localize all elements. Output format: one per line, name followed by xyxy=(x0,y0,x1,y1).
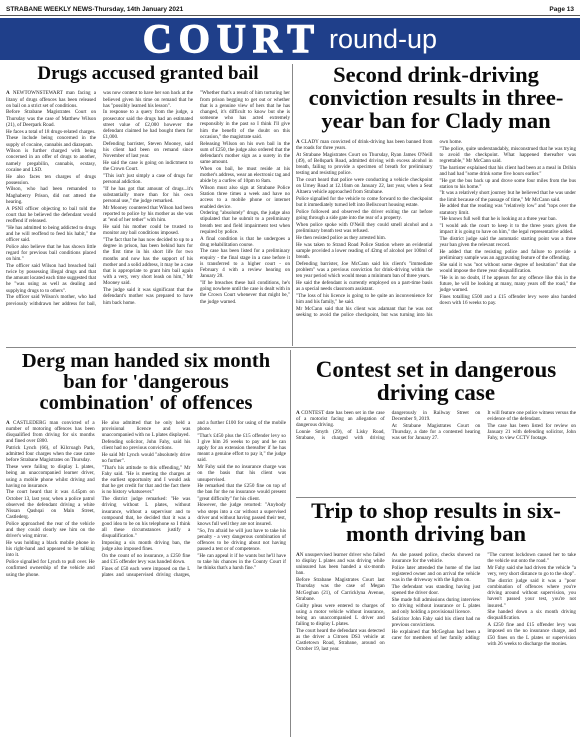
story-paragraph: "The police, quite understandably, misconstrued that he was trying to avoid the checkpoint. What happened thereafter was regrettable," Mr McCann said. xyxy=(439,145,576,164)
story-contest-date xyxy=(296,358,576,494)
story-paragraph: He also faces ten charges of drugs possession. xyxy=(6,173,96,186)
story-headline: Trip to shop results in six-month driving ban xyxy=(311,500,561,546)
story-paragraph: Defending solicitor, John Fahy, said his client had no previous convictions. xyxy=(101,438,191,452)
story-paragraph: He explained that McGeghan had been a carer for members of her family adding: "The current lockdown caused her to take the vehicle out onto the road." xyxy=(391,551,576,642)
story-paragraph: The district judge said it was a "poor combination of offences where you're driving around without supervision, you haven't passed your test, you're not insured." xyxy=(487,577,576,609)
story-body xyxy=(296,139,576,336)
section-divider xyxy=(6,347,576,348)
story-paragraph: Police later attended the home of the last registered owner and on arrival the vehicle was in the driveway with the lights on. xyxy=(391,564,481,584)
story-paragraph: A final condition is that he undergoes a drug rehabilitation course. xyxy=(200,235,290,248)
page-header xyxy=(0,0,580,16)
story-paragraph: Wilson is further charged with being concerned in an offer of drugs to another, namely pregabilin, cannabis, ecstasy, cocaine and LSD. xyxy=(6,148,96,173)
story-paragraph: "That's his attitude to this offending," Mr Fahy said. "He is meeting the charges at the earliest opportunity and I would ask that he get credit for that and the fact there is no history whatsoever." xyxy=(101,464,191,496)
story-paragraph: Releasing Wilson on his own bail in the sum of £250, the judge also ordered that the defendant's mother sign as a surety in the same amount. xyxy=(200,140,290,166)
story-paragraph: The officer said Wilson's mother, who had previously withdrawn her address for bail, was now content to have her son back at the believed given his time on remand that he has "possibly learned his lesson". xyxy=(6,90,193,307)
story-paragraph: He said his mother could be trusted to monitor any bail conditions imposed. xyxy=(103,224,193,237)
story-trip-to-shop xyxy=(296,500,576,737)
story-paragraph: When on bail, he must reside at his mother's address, wear an electronic tag and abide by a curfew of 10pm to 8am. xyxy=(200,165,290,185)
story-paragraph: Wilson must also sign at Strabane Police Station three times a week and have no access to a mobile phone or internet enabled device. xyxy=(200,184,290,210)
story-paragraph: However, the judge retorted: "Anybody who steps into a car without a supervised driver and without having passed their test, knows full well they are not insured. xyxy=(197,502,286,527)
publication-dateline: STRABANE WEEKLY NEWS-Thursday, 14th January 2021 xyxy=(6,6,184,13)
story-headline: Derg man handed six month ban for 'dangerous combination' of offences xyxy=(21,351,271,414)
story-body xyxy=(6,420,286,728)
story-paragraph: Before Strabane Magistrates Court on Thursday was the case of Matthew Wilson (21), of Deerpark Road. xyxy=(6,109,96,128)
story-drugs-bail xyxy=(6,64,290,344)
story-paragraph: Guilty pleas were entered to charges of using a motor vehicle without insurance, being an unaccompanied L driver and failing to display L plates. xyxy=(296,602,385,628)
story-paragraph: As she passed police, checks showed no insurance for the vehicle. xyxy=(391,551,481,565)
story-body xyxy=(296,410,576,488)
story-paragraph: "Whether that's a result of him torturing her from prison begging to get out or whether that is a genuine view of hers that he has changed, it's difficult to know but she is someone who has acted extremely responsibly in the past so I think I'll give him the benefit of the doubt on this occasion," the magistrate said. xyxy=(200,90,290,140)
page-number: Page 13 xyxy=(549,6,574,13)
story-paragraph: "It was a relatively short journey but he believed that he was under the limit because of the passage of time," Mr McCann said. xyxy=(439,190,576,203)
story-paragraph: Imposing a six month driving ban, the judge also imposed fines. xyxy=(101,540,191,553)
story-paragraph: She handed down a six month driving disqualification. xyxy=(487,609,576,622)
story-paragraph: "If he has got that amount of drugs...it's substantially more than for his own personal use," the judge remarked. xyxy=(103,185,193,205)
story-paragraph: These were failing to display L plates, being an unaccompanied learner driver, using a mobile phone whilst driving and having no insurance. xyxy=(6,464,95,489)
story-paragraph: The officer said Wilson had breached bail twice by possessing illegal drugs and that the amount located each time suggested that he "was using as well as dealing and supplying drugs to to others". xyxy=(6,262,96,294)
section-divider xyxy=(296,497,576,498)
story-paragraph: The barrister explained that his client had been at a meal in Drihin and had had "some drink some five hours earlier." xyxy=(439,164,576,177)
story-paragraph: A CLADY man convicted of drink-driving has been banned from the roads for three years. xyxy=(296,138,433,152)
story-paragraph: "He is in no doubt, if he appears for any offence like this in the future, he will be looking at many, many years off the road," the judge warned. xyxy=(439,274,576,293)
story-paragraph: The judge said it was significant that the defendant's mother was prepared to have him back home. xyxy=(103,287,193,306)
story-paragraph: "The fact that he has now decided to up to a degree in prison, has been behind bars for the first time in his short life for two months and now has the support of his mother and a solid address, it may be a case that is appropriate to grant him bail again with a very, very short leash on him," Mr Mooney said. xyxy=(103,237,193,287)
banner-subtitle: round-up xyxy=(328,23,438,54)
story-paragraph: He added that the reading was "relatively low" and "tops over the statutory limit. xyxy=(439,203,576,216)
story-paragraph: He then resisted police as they arrested him. xyxy=(296,234,386,241)
story-headline: Second drink-driving conviction results in three-year ban for Clady man xyxy=(308,64,564,133)
story-paragraph: She made full admissions during interview to driving without insurance or L plates and only holding a provisional licence. xyxy=(391,596,481,616)
story-paragraph: Wilson, who had been remanded to Maghaberry Prison, did not attend the hearing. xyxy=(6,186,96,205)
story-paragraph: The district judge remarked: "He was driving without L plates, without insurance, without a supervisor and to compound that, he decided that it was a good idea to be on his telephone so I think all these circumstances justify a disqualification." xyxy=(101,496,191,540)
story-paragraph: He added that the resisting police and failure to provide a preliminary sample was an aggravating feature of the offending. xyxy=(439,248,576,261)
story-paragraph: A CASTLEDERG man convicted of a number of motoring offences has been disqualified from driving for six months and fined over £800. xyxy=(6,419,95,445)
story-paragraph: Police signalled for Lynch to pull over. He confirmed ownership of the vehicle and using the phone. xyxy=(6,559,95,578)
story-paragraph: At Strabane Magistrates Court on Thursday, a date for a contested hearing was set for January 27. xyxy=(391,422,481,442)
story-paragraph: "He got the bus back up and drove some four miles from the bus station to his home." xyxy=(439,177,576,190)
story-paragraph: He said the defendant is currently employed on a part-time basis as a special needs classroom assistant. xyxy=(296,279,433,292)
column-divider xyxy=(290,350,291,737)
story-derg-ban xyxy=(6,351,286,737)
story-paragraph: Lonnie Smyth (29), of Lisky Road, Strabane, is charged with driving dangerously in Railway Street on December 9, 2019. xyxy=(296,409,481,442)
story-paragraph: "So, I'm afraid he will just have to take his penalty - a very dangerous combination of offences to be driving about not having passed a test or of competence. xyxy=(197,527,286,553)
story-paragraph: A CONTEST date has been set in the case of a motorist facing an allegation of dangerous driving. xyxy=(296,409,385,429)
banner-title: COURT xyxy=(142,16,321,61)
story-headline: Contest set in dangerous driving case xyxy=(315,358,557,406)
story-body xyxy=(6,90,290,338)
story-paragraph: Patrick Lynch (66), of Kilcroagh Park, admitted four charges when the case came before Strabane Magistrates on Thursday. xyxy=(6,445,95,464)
story-paragraph: "If he breaches these bail conditions, he's going nowhere until the case is dealt with in the Crown Court whenever that might be," the judge warned. xyxy=(200,279,290,305)
story-paragraph: He was taken to Strand Road Police Station where an evidential sample provided a lower reading of 42mg of alcohol per 100ml of breath. xyxy=(296,241,433,260)
story-paragraph: "That's £450 plus the £15 offender levy so I give him 26 weeks to pay and he can apply for an extension thereafter if he has meant a genuine effort to pay it," the judge said. xyxy=(197,432,286,464)
story-paragraph: Fines of £50 each were imposed on the L plates and unsupervised driving charges, and a further £100 for using of the mobile phone. xyxy=(101,419,286,579)
story-paragraph: These include being concerned in the supply of cocaine, cannabis and diazepam. xyxy=(6,135,96,148)
story-paragraph: The court heard the defendant was detected as the driver a Citroen DS3 vehicle at Castletown Road, Strabane, around on October 19, last year. xyxy=(296,627,385,653)
story-paragraph: A NEWTOWNSTEWART man facing a litany of drugs offences has been released on bail on a strict set of conditions. xyxy=(6,90,96,109)
story-paragraph: Police followed and observed the driver exiting the car before going through a side gate into the rear of a property. xyxy=(296,209,433,222)
story-paragraph: Police approached the rear of the vehicle and they could clearly see him on the driver's wing mirror. xyxy=(6,520,95,540)
story-clady-ban xyxy=(296,64,576,344)
story-paragraph: He remarked that the £250 fine on top of the ban for the no insurance would present "great difficulty" for his client. xyxy=(197,483,286,502)
story-paragraph: He also admitted that he only held a provisional licence and was unaccompanied with no L plates displayed. xyxy=(101,419,191,439)
story-paragraph: When police spoke with O'Neill they could smell alcohol and a preliminary breath test was refused. xyxy=(296,221,433,235)
story-paragraph: On the count of no insurance, a £250 fine and £15 offender levy was handed down. xyxy=(101,552,191,566)
story-paragraph: Before Strabane Magistrates Court last Thursday was the case of Megan McGeghan (21), of Carricklyna Avenue, Strabane. xyxy=(296,577,385,602)
story-paragraph: She said it was "not without some degree of hesitation" that she would impose the three year disqualification. xyxy=(439,261,576,274)
story-paragraph: The district judge said the automatic starting point was a three year ban given the relevant record. xyxy=(439,235,576,249)
section-banner xyxy=(0,18,580,60)
story-paragraph: "He can appeal it if he wants but he'll have to take his chances in the County Court if he thinks that's a harsh fine." xyxy=(197,552,286,572)
story-paragraph: He was holding a black mobile phone in his right-hand and appeared to be talking into it. xyxy=(6,540,95,559)
story-paragraph: Mr Fahy said the no insurance charge was on the basis that his client was unsupervised. xyxy=(197,464,286,483)
story-paragraph: "The loss of his licence is going to be quite an inconvenience for him and his family," he said. xyxy=(296,292,433,305)
story-paragraph: The defendant was standing having just opened the driver door. xyxy=(391,583,481,597)
story-headline: Drugs accused granted bail xyxy=(37,64,259,84)
story-paragraph: The case has been listed for a preliminary enquiry - the final stage in a case before it is transferred to a higher court - on February 4 with a review hearing on January 28. xyxy=(200,248,290,280)
story-body xyxy=(296,552,576,724)
story-paragraph: It will feature one police witness versus the evidence of the defendant. xyxy=(487,409,576,423)
story-paragraph: He faces a total of 18 drugs-related charges. xyxy=(6,128,96,135)
story-paragraph: In response to a query from the judge, a prosecutor said the drugs had an estimated street value of £2,000 however the defendant claimed he had bought them for £1,000. xyxy=(103,109,193,141)
story-paragraph: "I would ask the court to keep it to the three years given the impact it is going to have on him," the legal representative added. xyxy=(439,222,576,236)
story-paragraph: He said the case is going on indictment to the Crown Court. xyxy=(103,160,193,173)
story-paragraph: Defending barrister, Joe McCann said his client's "immediate problem" was a previous conviction for drink-driving within the ten year period which would mean a minimum ban of three years. xyxy=(296,260,433,280)
story-paragraph: The case has been listed for review on January 21 with defending solicitor, John Fahy, to view CCTV footage. xyxy=(487,422,576,442)
column-divider xyxy=(292,64,293,346)
story-paragraph: Mr McCann said that his client was adamant that he was not seeking to avoid the police checkpoint, but was turning into his own home. xyxy=(296,138,463,318)
story-paragraph: AN unsupervised learner driver who failed to display L plates and was driving while uninsured has been handed a six-month ban. xyxy=(296,551,385,577)
story-paragraph: Police signalled for the vehicle to come forward to the checkpoint but it immediately turned left into Bellscourt housing estate. xyxy=(296,196,433,209)
story-paragraph: The court heard that it was 4.45pm on October 13, last year, when a police patrol observed the defendant driving a white Nissan Qashqai on Main Street, Castlederg. xyxy=(6,489,95,521)
story-paragraph: Ordering "absolutely" drugs, the judge also stipulated that he submit to a preliminary breath test and field impairment test when required by police. xyxy=(200,210,290,235)
story-paragraph: Solicitor John Fahy said his client had no previous convictions. xyxy=(391,615,481,629)
story-paragraph: The court heard that police were conducting a vehicle checkpoint on Urney Road at 12.10am on January 22, last year, when a Seat Altaera vehicle approached from Strabane. xyxy=(296,177,433,196)
story-paragraph: "He knows full well that he is looking at a three year ban. xyxy=(439,216,557,223)
story-paragraph: Defending barrister, Steven Mooney, said his client had been on remand since November of last year. xyxy=(103,141,193,160)
story-paragraph: "He has admitted to being addicted to drugs and he will reoffend to feed his habit," the officer said. xyxy=(6,224,96,244)
story-paragraph: Mr Fahy said she had driven the vehicle "a very, very short distance to go to the shop". xyxy=(487,564,576,577)
story-paragraph: "This isn't just simply a case of drugs for personal addiction. xyxy=(103,173,193,186)
story-paragraph: A PSNI officer objecting to bail told the court that he believed the defendant would reoffend if released. xyxy=(6,205,96,224)
story-paragraph: Fines totalling £500 and a £15 offender levy were also handed down with 16 weeks to pay. xyxy=(439,293,576,306)
story-paragraph: Police also believe that he has shown little regard for previous bail conditions placed on him." xyxy=(6,243,96,263)
story-paragraph: He said Mr Lynch would "absolutely drive no further". xyxy=(101,451,191,464)
story-paragraph: Mr Mooney countered that Wilson had been reported to police by his mother as she was at "end of her tether" with him. xyxy=(103,205,193,224)
story-paragraph: At Strabane Magistrates Court on Thursday, Ryan James O'Neill (49), of Bellspark Road, admitted driving with excess alcohol in breath, failing to provide a specimen of breath for preliminary testing and resisting police. xyxy=(296,151,433,177)
story-paragraph: A £250 fine and £15 offender levy was imposed on the no insurance charge, and £50 fines on the L plates or supervision with 26 weeks to discharge the monies. xyxy=(487,622,576,647)
